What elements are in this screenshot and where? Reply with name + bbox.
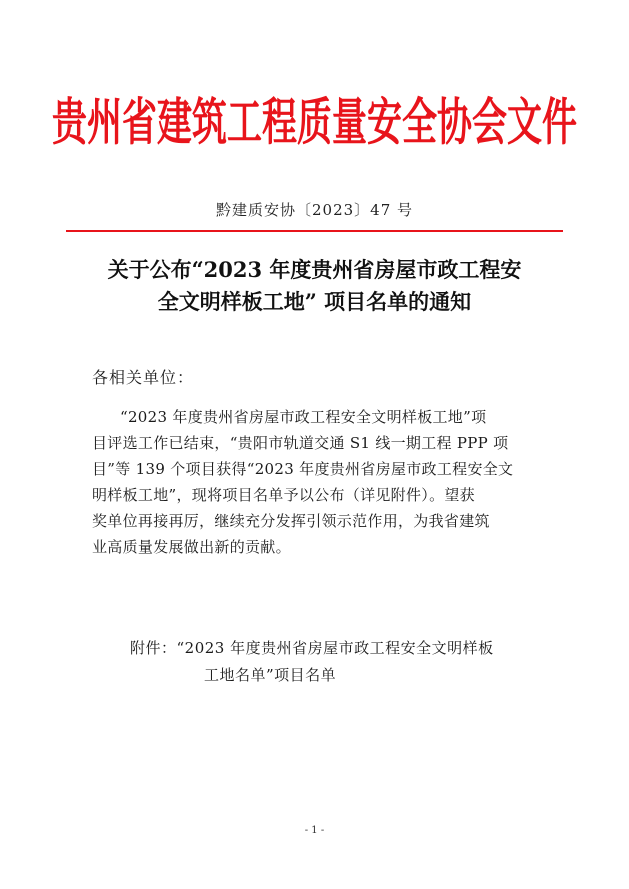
body-line: 奖单位再接再厉，继续充分发挥引领示范作用，为我省建筑 <box>92 512 490 530</box>
salutation: 各相关单位： <box>92 368 195 387</box>
body-paragraph <box>92 404 538 560</box>
notice-title-line: 关于公布“2023 年度贵州省房屋市政工程安 <box>107 257 522 282</box>
body-line: 业高质量发展做出新的贡献。 <box>92 538 291 556</box>
document-header-title: 贵州省建筑工程质量安全协会文件 <box>51 93 577 153</box>
page-number: - 1 - <box>304 825 325 836</box>
body-line: “2023 年度贵州省房屋市政工程安全文明样板工地”项 <box>120 408 487 426</box>
document-number: 黔建质安协〔2023〕47 号 <box>215 201 414 219</box>
body-line: 目评选工作已结束，“贵阳市轨道交通 S1 线一期工程 PPP 项 <box>92 434 509 452</box>
body-line: 明样板工地”，现将项目名单予以公布（详见附件）。望获 <box>92 486 475 504</box>
notice-title-line: 全文明样板工地” 项目名单的通知 <box>157 289 472 314</box>
body-line: 目”等 139 个项目获得“2023 年度贵州省房屋市政工程安全文 <box>92 460 514 478</box>
attachment-note <box>130 635 494 689</box>
attachment-line: 附件：“2023 年度贵州省房屋市政工程安全文明样板 <box>130 639 494 657</box>
red-divider-line <box>66 230 563 232</box>
notice-title <box>80 254 549 318</box>
attachment-line: 工地名单”项目名单 <box>204 666 337 684</box>
